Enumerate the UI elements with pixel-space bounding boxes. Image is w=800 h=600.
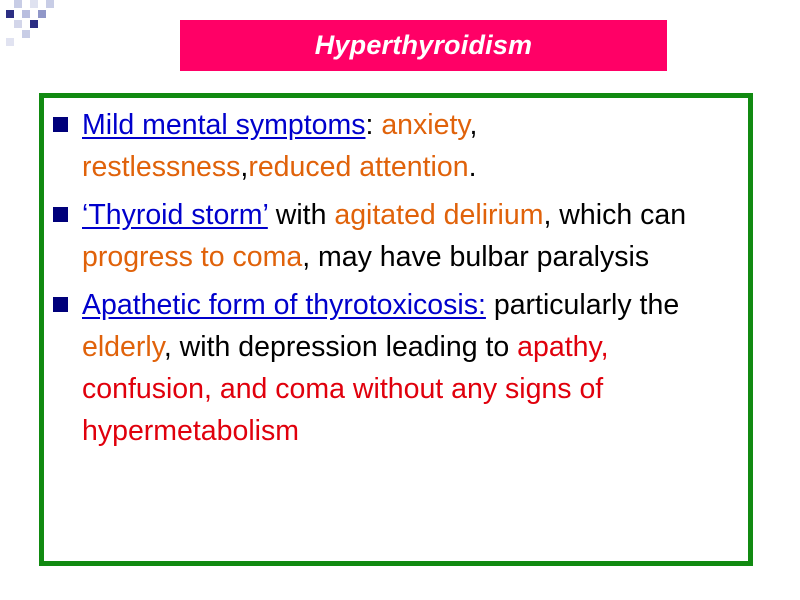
title-banner [180, 20, 667, 71]
bullet-item [44, 194, 732, 278]
square-bullet-icon [53, 207, 68, 222]
bullet-text: : [365, 109, 382, 141]
bullet-text: . [468, 151, 477, 183]
bullet-text: with [267, 199, 335, 231]
bullet-text: reduced attention [248, 151, 469, 183]
bullet-text: apathy, confusion, and coma without any signs of hypermetabolism [82, 331, 609, 447]
bullet-heading-link[interactable]: Apathetic form of thyrotoxicosis: [82, 289, 486, 321]
corner-squares-decoration [0, 0, 70, 50]
bullet-list [44, 104, 748, 452]
bullet-text: , [240, 151, 249, 183]
bullet-text: agitated delirium [334, 199, 544, 231]
bullet-text: , [469, 109, 478, 141]
bullet-text: restlessness [82, 151, 241, 183]
bullet-heading-link[interactable]: Mild mental symptoms [82, 109, 366, 141]
bullet-text: anxiety [381, 109, 470, 141]
bullet-item [44, 104, 732, 188]
bullet-heading-link[interactable]: ‘Thyroid storm’ [82, 199, 268, 231]
slide-title: Hyperthyroidism [314, 30, 533, 60]
bullet-text: elderly [82, 331, 164, 363]
bullet-text: progress to coma [82, 241, 303, 273]
bullet-text: , which can [543, 199, 687, 231]
bullet-text: particularly the [485, 289, 680, 321]
bullet-text: , may have bulbar paralysis [302, 241, 650, 273]
square-bullet-icon [53, 117, 68, 132]
content-frame [39, 93, 753, 566]
bullet-item [44, 284, 732, 452]
bullet-text: , with depression leading to [163, 331, 518, 363]
square-bullet-icon [53, 297, 68, 312]
